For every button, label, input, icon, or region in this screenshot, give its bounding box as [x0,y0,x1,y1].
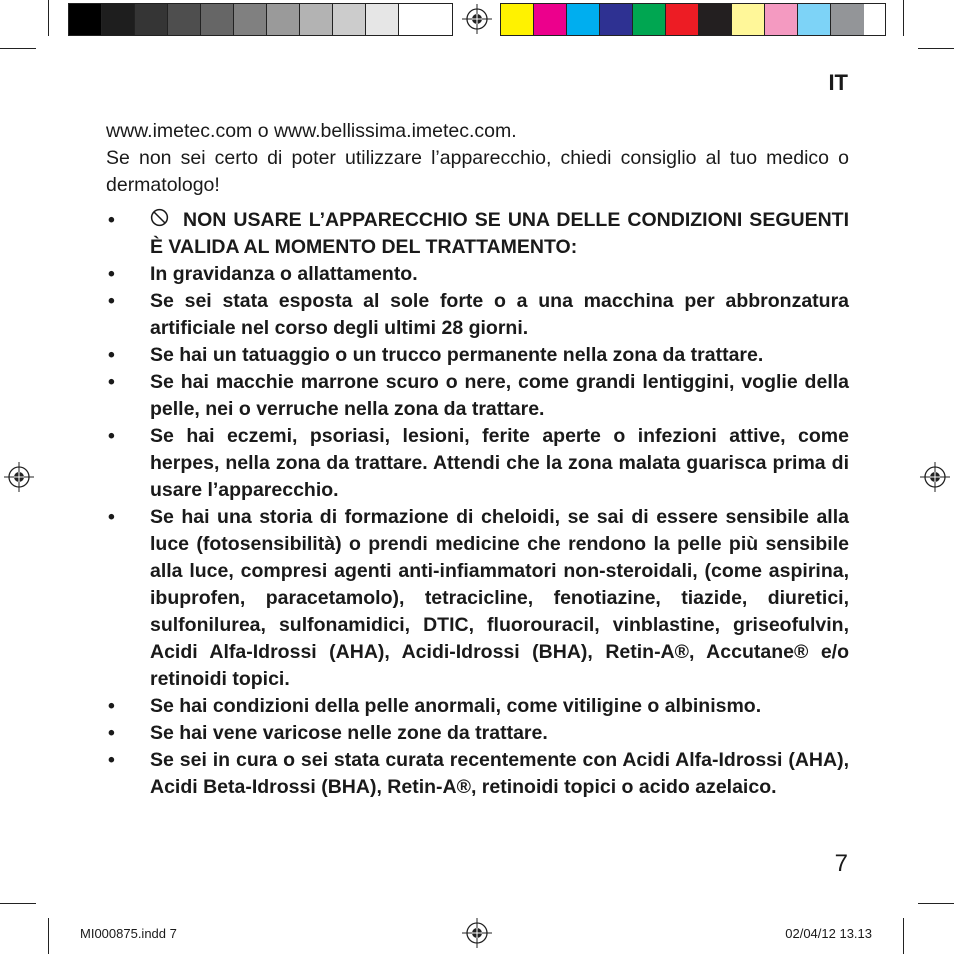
bullet: • [108,425,115,447]
bullet: • [108,209,115,231]
color-swatch [798,4,831,35]
list-item [106,288,849,342]
warnings-list [106,207,849,801]
gray-swatch [69,4,102,35]
gray-swatch [267,4,300,35]
list-item-text: Se hai un tatuaggio o un trucco permanente nella zona da trattare. [150,344,764,366]
list-item [106,423,849,504]
registration-mark-icon [462,4,492,34]
list-item-text: Se hai vene varicose nelle zone da trattare. [150,722,548,744]
gray-calibration-bar [68,3,453,36]
gray-swatch [300,4,333,35]
bullet: • [108,695,115,717]
prohibition-icon [150,208,169,227]
warnings-heading-text: NON USARE L’APPARECCHIO SE UNA DELLE CONDIZIONI SEGUENTI È VALIDA AL MOMENTO DEL TRATTAMENTO: [150,209,849,258]
color-swatch [699,4,732,35]
list-item [106,261,849,288]
color-swatch [600,4,633,35]
crop-mark [48,918,49,954]
advice-paragraph: Se non sei certo di poter utilizzare l’apparecchio, chiedi consiglio al tuo medico o dermatologo! [106,147,849,196]
crop-mark [918,48,954,49]
crop-mark [903,0,904,36]
slug-file-info: MI000875.indd 7 [80,926,177,941]
crop-mark [48,0,49,36]
page-number: 7 [834,850,848,877]
warnings-heading [106,207,849,261]
crop-mark [0,903,36,904]
gray-swatch [399,4,432,35]
list-item [106,747,849,801]
color-swatch [567,4,600,35]
crop-mark [918,903,954,904]
color-swatch [534,4,567,35]
gray-swatch [333,4,366,35]
list-item-text: Se hai macchie marrone scuro o nere, come grandi lentiggini, voglie della pelle, nei o verruche nella zona da trattare. [150,371,849,420]
bullet: • [108,371,115,393]
bullet: • [108,344,115,366]
section-language-code: IT [828,70,848,95]
color-calibration-bar [500,3,886,36]
gray-swatch [234,4,267,35]
color-swatch [732,4,765,35]
gray-swatch [366,4,399,35]
list-item [106,342,849,369]
list-item-text: Se hai una storia di formazione di cheloidi, se sai di essere sensibile alla luce (fotosensibilità) o prendi medicine che rendono la pelle più sensibile alla luce, compresi agenti anti-infiammatori non-steroidali, (come aspirina, ibuprofen, paracetamolo), tetracicline, fenotiazine, tiazide, diuretici, sulfonilurea, sulfonamidici, DTIC, fluorouracil, vinblastine, griseofulvin, Acidi Alfa-Idrossi (AHA), Acidi-Idrossi (BHA), Retin-A®, Accutane® e/o retinoidi topici. [150,506,849,690]
color-swatch [633,4,666,35]
gray-swatch [168,4,201,35]
crop-mark [903,918,904,954]
list-item [106,504,849,693]
list-item-text: Se hai eczemi, psoriasi, lesioni, ferite aperte o infezioni attive, come herpes, nella zona da trattare. Attendi che la zona malata guarisca prima di usare l’apparecchio. [150,425,849,501]
bullet: • [108,506,115,528]
list-item-text: Se hai condizioni della pelle anormali, come vitiligine o albinismo. [150,695,762,717]
color-swatch [831,4,864,35]
bullet: • [108,290,115,312]
slug-date-info: 02/04/12 13.13 [785,926,872,941]
color-swatch [765,4,798,35]
registration-mark-icon [462,918,492,948]
registration-mark-icon [920,462,950,492]
list-item [106,693,849,720]
gray-swatch [201,4,234,35]
crop-mark [0,48,36,49]
list-item-text: Se sei stata esposta al sole forte o a una macchina per abbronzatura artificiale nel corso degli ultimi 28 giorni. [150,290,849,339]
intro [106,118,849,199]
gray-swatch [135,4,168,35]
list-item-text: In gravidanza o allattamento. [150,263,418,285]
bullet: • [108,722,115,744]
bullet: • [108,749,115,771]
registration-mark-icon [4,462,34,492]
gray-swatch [102,4,135,35]
list-item [106,720,849,747]
list-item-text: Se sei in cura o sei stata curata recentemente con Acidi Alfa-Idrossi (AHA), Acidi Beta-Idrossi (BHA), Retin-A®, retinoidi topici o acido azelaico. [150,749,849,798]
list-item [106,369,849,423]
bullet: • [108,263,115,285]
page-content [106,118,849,801]
color-swatch [666,4,699,35]
color-swatch [501,4,534,35]
website-line: www.imetec.com o www.bellissima.imetec.com. [106,120,517,142]
